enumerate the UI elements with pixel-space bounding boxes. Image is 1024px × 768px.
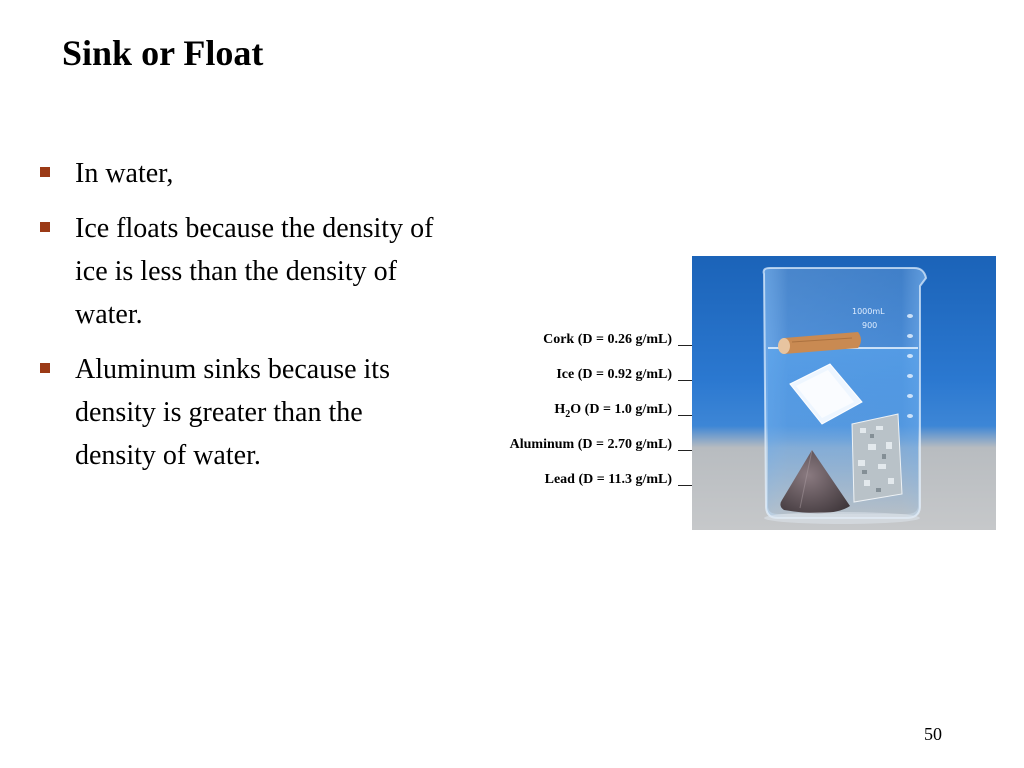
- aluminum-label: Aluminum (D = 2.70 g/mL): [509, 437, 672, 452]
- beaker-mark-label: 1000mL: [852, 307, 885, 316]
- bullet-text: Aluminum sinks because its density is greater than the density of water.: [75, 354, 390, 471]
- square-bullet-icon: [40, 222, 50, 232]
- ice-label: Ice (D = 0.92 g/mL): [556, 367, 672, 382]
- density-figure: [452, 256, 998, 532]
- lead-label: Lead (D = 11.3 g/mL): [544, 472, 672, 487]
- bullet-text: In water,: [75, 158, 174, 189]
- bullet-list: [38, 152, 438, 489]
- cork-label: Cork (D = 0.26 g/mL): [543, 332, 672, 347]
- beaker-photo: [692, 256, 996, 530]
- beaker-illustration: [692, 256, 996, 530]
- bullet-item: [38, 207, 438, 336]
- page-number: 50: [924, 724, 942, 744]
- bullet-text: Ice floats because the density of ice is less than the density of water.: [75, 213, 434, 330]
- square-bullet-icon: [40, 167, 50, 177]
- water-label: $H_2O$ (D = 1.0 g/mL): [554, 402, 672, 420]
- bullet-item: [38, 348, 438, 477]
- slide-title: Sink or Float: [62, 33, 264, 73]
- beaker-mark-label: 900: [862, 321, 878, 330]
- aluminum-object: [852, 414, 902, 502]
- square-bullet-icon: [40, 363, 50, 373]
- bullet-item: [38, 152, 438, 195]
